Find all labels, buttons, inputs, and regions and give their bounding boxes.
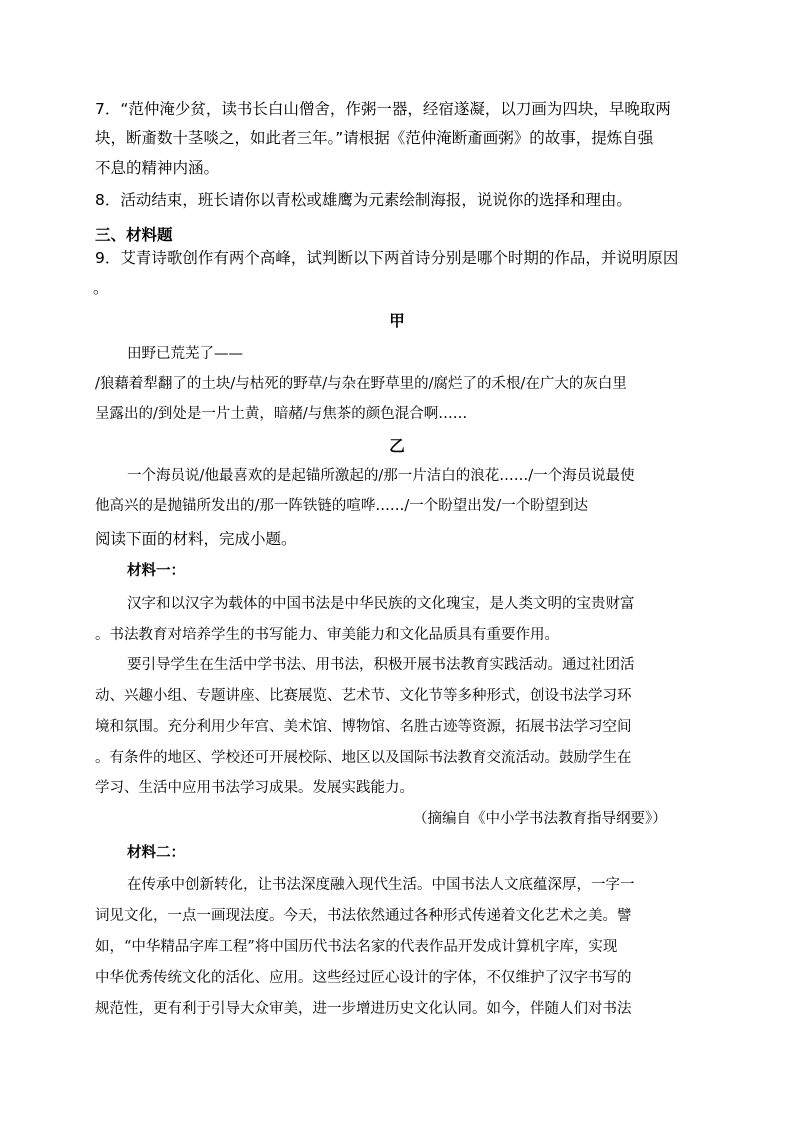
question-9-line-2: 。 (93, 279, 109, 297)
material-1-p2-line-4: 。有条件的地区、学校还可开展校际、地区以及国际书法教育交流活动。鼓励学生在 (95, 750, 632, 766)
material-2-line-2: 词见文化，一点一画现法度。今天，书法依然通过各种形式传递着文化艺术之美。譬 (95, 908, 632, 924)
question-7-line-2: 块，断齑数十茎啖之，如此者三年。”请根据《范仲淹断齑画粥》的故事，提炼自强 (95, 129, 654, 147)
material-2-line-3: 如，“中华精品字库工程”将中国历代书法名家的代表作品开发成计算机字库，实现 (95, 939, 618, 955)
question-7-line-3: 不息的精神内涵。 (95, 159, 220, 177)
question-7-line-1: 7．“范仲淹少贫，读书长白山僧舍，作粥一器，经宿遂凝，以刀画为四块，早晚取两 (95, 100, 671, 118)
material-1-label: 材料一： (127, 562, 185, 579)
material-1-p2-line-1: 要引导学生在生活中学书法、用书法，积极开展书法教育实践活动。通过社团活 (127, 657, 635, 673)
question-9-line-1: 9．艾青诗歌创作有两个高峰，试判断以下两首诗分别是哪个时期的作品，并说明原因 (95, 249, 679, 267)
material-1-p2-line-5: 学习、生活中应用书法学习成果。发展实践能力。 (95, 780, 414, 796)
question-8: 8．活动结束，班长请你以青松或雄鹰为元素绘制海报，说说你的选择和理由。 (95, 191, 632, 209)
poem-a-line-2: /狼藉着犁翻了的土块/与枯死的野草/与杂在野草里的/腐烂了的禾根/在广大的灰白里 (95, 376, 627, 392)
poem-a-line-1: 田野已荒芜了—— (127, 346, 243, 362)
poem-b-line-2: 他高兴的是抛锚所发出的/那一阵铁链的喧哗……/一个盼望出发/一个盼望到达 (95, 498, 589, 514)
material-1-p1-line-1: 汉字和以汉字为载体的中国书法是中华民族的文化瑰宝，是人类文明的宝贵财富 (127, 596, 635, 612)
material-2-line-5: 规范性，更有利于引导大众审美，进一步增进历史文化认同。如今，伴随人们对书法 (95, 1001, 632, 1017)
material-1-source: （摘编自《中小学书法教育指导纲要》） (413, 811, 667, 827)
material-1-p1-line-2: 。书法教育对培养学生的书写能力、审美能力和文化品质具有重要作用。 (95, 627, 559, 643)
poem-b-line-1: 一个海员说/他最喜欢的是起锚所激起的/那一片洁白的浪花……/一个海员说最使 (127, 468, 635, 484)
material-2-line-1: 在传承中创新转化，让书法深度融入现代生活。中国书法人文底蕴深厚，一字一 (127, 877, 635, 893)
poem-b-title: 乙 (389, 436, 405, 455)
material-1-p2-line-3: 境和氛围。充分利用少年宫、美术馆、博物馆、名胜古迹等资源，拓展书法学习空间 (95, 719, 632, 735)
material-2-line-4: 中华优秀传统文化的活化、应用。这些经过匠心设计的字体，不仅维护了汉字书写的 (95, 970, 632, 986)
material-2-label: 材料二： (127, 844, 185, 861)
poem-a-line-3: 呈露出的/到处是一片土黄，暗赭/与焦茶的颜色混合啊…… (95, 406, 468, 422)
poem-a-title: 甲 (389, 311, 405, 330)
section-3-title: 三、材料题 (95, 226, 173, 244)
material-1-p2-line-2: 动、兴趣小组、专题讲座、比赛展览、艺术节、文化节等多种形式，创设书法学习环 (95, 688, 632, 704)
reading-instruction: 阅读下面的材料，完成小题。 (95, 530, 297, 548)
